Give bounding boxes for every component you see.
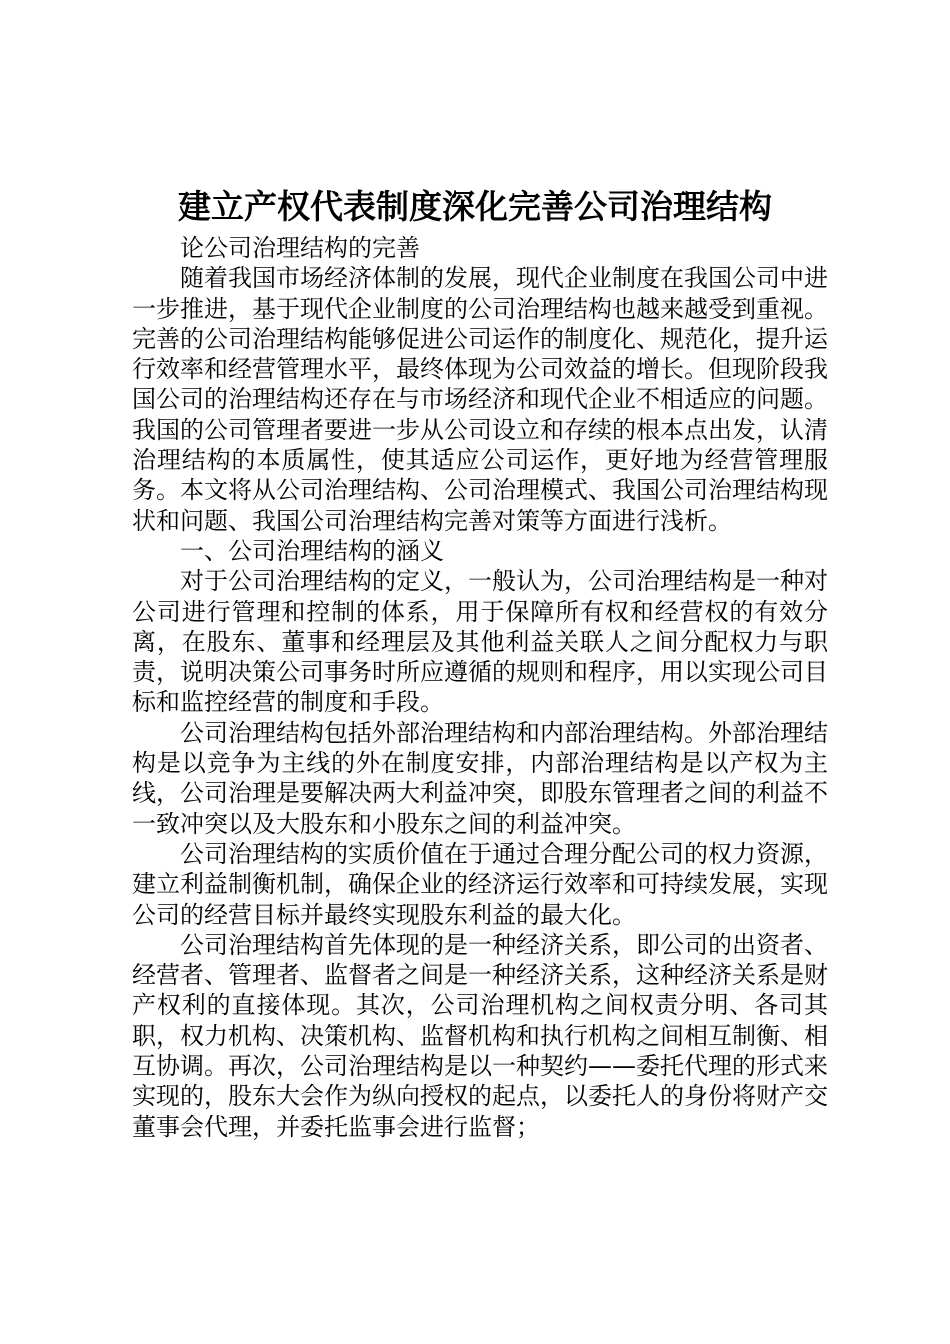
paragraph-structure-types: 公司治理结构包括外部治理结构和内部治理结构。外部治理结构是以竞争为主线的外在制度安排，内部治理结构是以产权为主线，公司治理是要解决两大利益冲突，即股东管理者之间的利益不一致冲突以及大股东和小股东之间的利益冲突。 (132, 718, 828, 838)
document-body (132, 233, 828, 1142)
paragraph-essence: 公司治理结构的实质价值在于通过合理分配公司的权力资源，建立利益制衡机制，确保企业的经济运行效率和可持续发展，实现公司的经营目标并最终实现股东利益的最大化。 (132, 839, 828, 929)
section-heading-1: 一、公司治理结构的涵义 (180, 536, 444, 565)
document-title: 建立产权代表制度深化完善公司治理结构 (178, 187, 772, 226)
paragraph-definition: 对于公司治理结构的定义，一般认为，公司治理结构是一种对公司进行管理和控制的体系，用于保障所有权和经营权的有效分离，在股东、董事和经理层及其他利益关联人之间分配权力与职责，说明决策公司事务时所应遵循的规则和程序，用以实现公司目标和监控经营的制度和手段。 (132, 567, 828, 717)
paragraph-introduction: 随着我国市场经济体制的发展，现代企业制度在我国公司中进一步推进，基于现代企业制度的公司治理结构也越来越受到重视。完善的公司治理结构能够促进公司运作的制度化、规范化，提升运行效率和经营管理水平，最终体现为公司效益的增长。但现阶段我国公司的治理结构还存在与市场经济和现代企业不相适应的问题。我国的公司管理者要进一步从公司设立和存续的根本点出发，认清治理结构的本质属性，使其适应公司运作，更好地为经营管理服务。本文将从公司治理结构、公司治理模式、我国公司治理结构现状和问题、我国公司治理结构完善对策等方面进行浅析。 (132, 264, 828, 535)
paragraph-relationships: 公司治理结构首先体现的是一种经济关系，即公司的出资者、经营者、管理者、监督者之间是一种经济关系，这种经济关系是财产权利的直接体现。其次，公司治理机构之间权责分明、各司其职，权力机构、决策机构、监督机构和执行机构之间相互制衡、相互协调。再次，公司治理结构是以一种契约——委托代理的形式来实现的，股东大会作为纵向授权的起点，以委托人的身份将财产交董事会代理，并委托监事会进行监督； (132, 930, 828, 1141)
paragraph-subtitle: 论公司治理结构的完善 (180, 234, 420, 262)
